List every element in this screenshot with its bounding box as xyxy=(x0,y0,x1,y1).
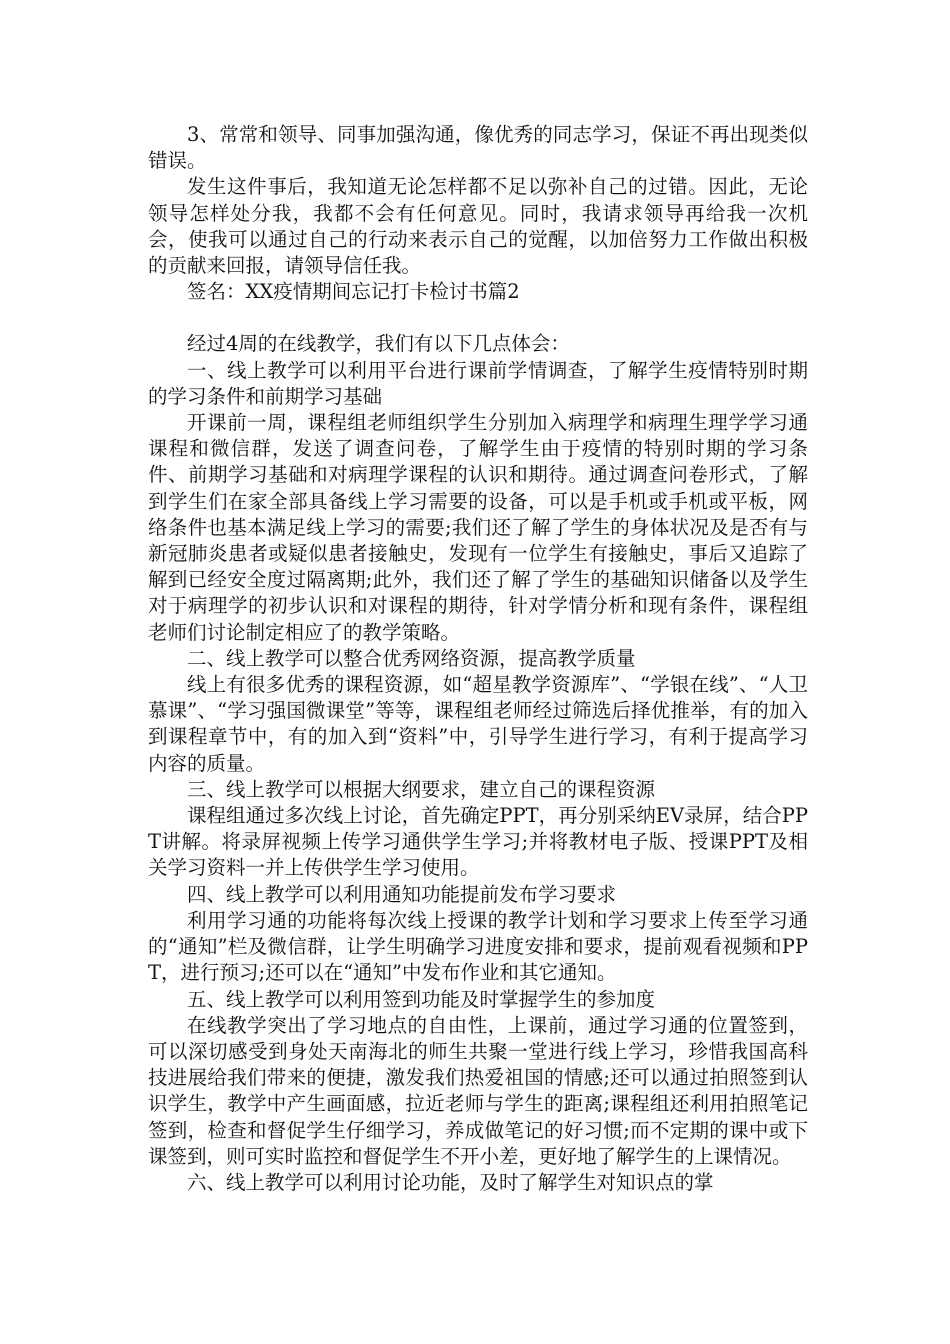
paragraph-2: 发生这件事后，我知道无论怎样都不足以弥补自己的过错。因此，无论领导怎样处分我，我都不会有任何意见。同时，我请求领导再给我一次机会，使我可以通过自己的行动来表示自己的觉醒，以加倍努力工作做出积极的贡献来回报，请领导信任我。 xyxy=(148,175,808,278)
paragraph-1: 3、常常和领导、同事加强沟通，像优秀的同志学习，保证不再出现类似错误。 xyxy=(148,123,808,173)
section-body-5: 在线教学突出了学习地点的自由性，上课前，通过学习通的位置签到，可以深切感受到身处天南海北的师生共聚一堂进行线上学习，珍惜我国高科技进展给我们带来的便捷，激发我们热爱祖国的情感;还可以通过拍照签到认识学生，教学中产生画面感，拉近老师与学生的距离;课程组还利用拍照笔记签到，检查和督促学生仔细学习，养成做笔记的好习惯;而不定期的课中或下课签到，则可实时监控和督促学生不开小差，更好地了解学生的上课情况。 xyxy=(148,1013,808,1168)
section-heading-4: 四、线上教学可以利用通知功能提前发布学习要求 xyxy=(187,882,617,906)
paragraph-intro: 经过4周的在线教学，我们有以下几点体会： xyxy=(187,332,570,356)
signature-line: 签名：XX疫情期间忘记打卡检讨书篇2 xyxy=(187,280,520,304)
section-heading-3: 三、线上教学可以根据大纲要求，建立自己的课程资源 xyxy=(187,777,656,801)
section-body-4: 利用学习通的功能将每次线上授课的教学计划和学习要求上传至学习通的“通知”栏及微信群，让学生明确学习进度安排和要求，提前观看视频和PPT，进行预习;还可以在“通知”中发布作业和其它通知。 xyxy=(148,908,808,985)
section-body-3: 课程组通过多次线上讨论，首先确定PPT，再分别采纳EV录屏，结合PPT讲解。将录屏视频上传学习通供学生学习;并将教材电子版、授课PPT及相关学习资料一并上传供学生学习使用。 xyxy=(148,804,808,880)
section-body-2: 线上有很多优秀的课程资源，如“超星教学资源库”、“学银在线”、“人卫慕课”、“学习强国微课堂”等等，课程组老师经过筛选后择优推举，有的加入到课程章节中，有的加入到“资料”中，引导学生进行学习，有利于提高学习内容的质量。 xyxy=(148,673,808,775)
section-heading-2: 二、线上教学可以整合优秀网络资源，提高教学质量 xyxy=(187,646,636,670)
document-body xyxy=(148,122,808,1196)
section-heading-1: 一、线上教学可以利用平台进行课前学情调查，了解学生疫情特别时期的学习条件和前期学习基础 xyxy=(148,358,808,408)
section-heading-5: 五、线上教学可以利用签到功能及时掌握学生的参加度 xyxy=(187,987,656,1011)
section-body-1: 开课前一周，课程组老师组织学生分别加入病理学和病理生理学学习通课程和微信群，发送了调查问卷，了解学生由于疫情的特别时期的学习条件、前期学习基础和对病理学课程的认识和期待。通过调查问卷形式，了解到学生们在家全部具备线上学习需要的设备，可以是手机或手机或平板，网络条件也基本满足线上学习的需要;我们还了解了学生的身体状况及是否有与新冠肺炎患者或疑似患者接触史，发现有一位学生有接触史，事后又追踪了解到已经安全度过隔离期;此外，我们还了解了学生的基础知识储备以及学生对于病理学的初步认识和对课程的期待，针对学情分析和现有条件，课程组老师们讨论制定相应了的教学策略。 xyxy=(148,411,808,644)
section-heading-6: 六、线上教学可以利用讨论功能，及时了解学生对知识点的掌 xyxy=(187,1170,714,1194)
